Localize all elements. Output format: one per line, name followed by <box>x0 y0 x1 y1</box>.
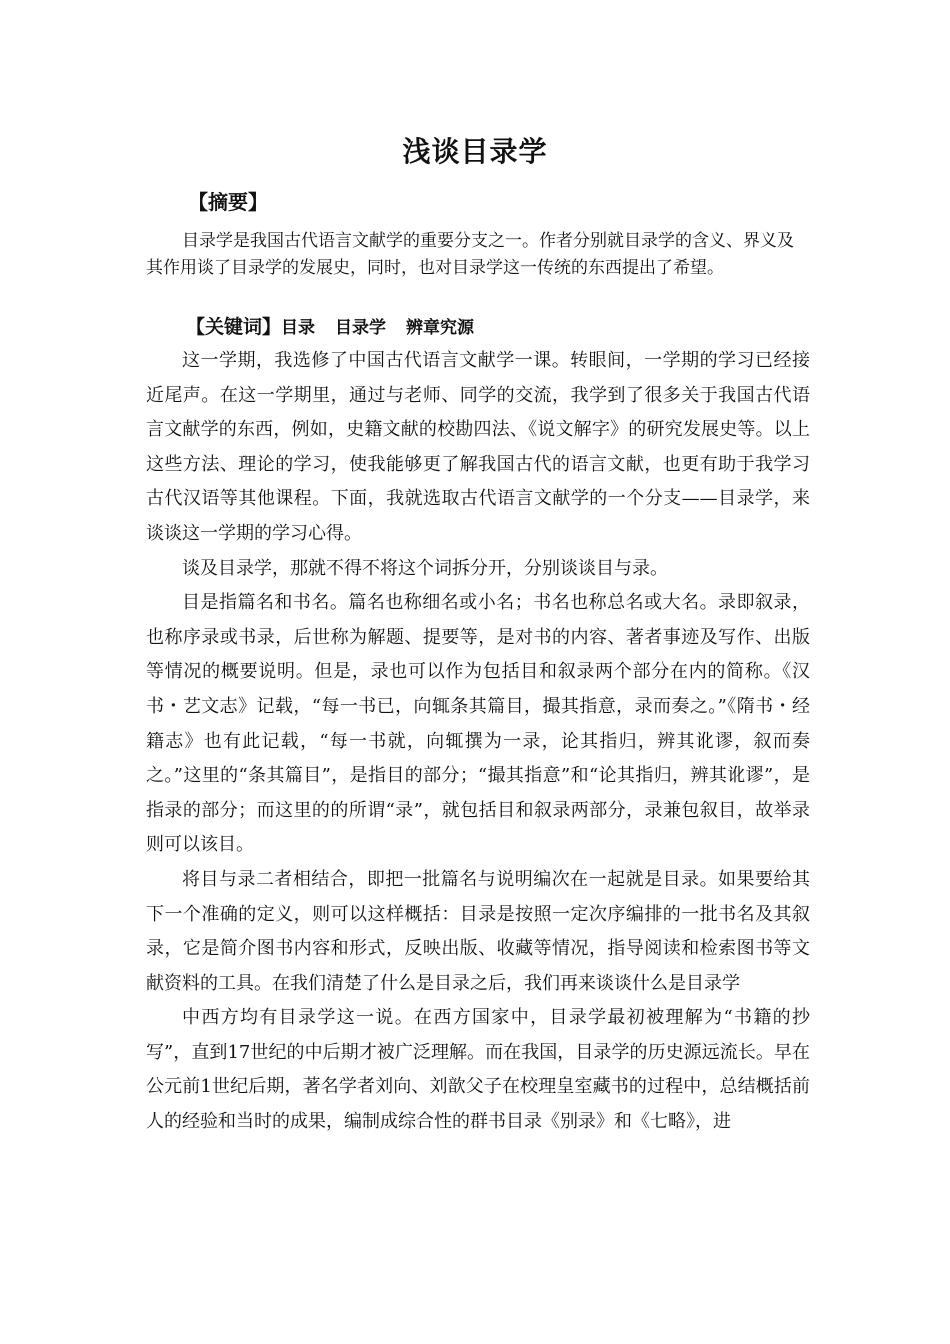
body-paragraph: 谈及目录学，那就不得不将这个词拆分开，分别谈谈目与录。 <box>182 557 668 579</box>
keyword-item: 目录学 <box>335 318 387 338</box>
keywords-line <box>186 311 494 344</box>
keywords-label: 【关键词】 <box>186 316 282 338</box>
body-paragraph: 这一学期，我选修了中国古代语言文献学一课。转眼间，一学期的学习已经接近尾声。在这一学期里，通过与老师、同学的交流，我学到了很多关于我国古代语言文献学的东西，例如，史籍文献的校勘四法、《说文解字》的研究发展史等。以上这些方法、理论的学习，使我能够更了解我国古代的语言文献，也更有助于我学习古代汉语等其他课程。下面，我就选取古代语言文献学的一个分支——目录学，来谈谈这一学期的学习心得。 <box>146 350 810 544</box>
abstract-text: 目录学是我国古代语言文献学的重要分支之一。作者分别就目录学的含义、界义及其作用谈了目录学的发展史，同时，也对目录学这一传统的东西提出了希望。 <box>146 231 794 278</box>
keyword-item: 目录 <box>281 318 316 338</box>
abstract-heading: 【摘要】 <box>188 190 268 214</box>
body-paragraph: 中西方均有目录学这一说。在西方国家中，目录学最初被理解为“书籍的抄写”，直到17世纪的中后期才被广泛理解。而在我国，目录学的历史源远流长。早在公元前1世纪后期，著名学者刘向、刘歆父子在校理皇室藏书的过程中，总结概括前人的经验和当时的成果，编制成综合性的群书目录《别录》和《七略》，进 <box>146 1007 810 1133</box>
document-body <box>146 344 810 1140</box>
body-paragraph: 将目与录二者相结合，即把一批篇名与说明编次在一起就是目录。如果要给其下一个准确的定义，则可以这样概括：目录是按照一定次序编排的一批书名及其叙录，它是简介图书内容和形式，反映出版、收藏等情况，指导阅读和检索图书等文献资料的工具。在我们清楚了什么是目录之后，我们再来谈谈什么是目录学 <box>146 868 810 994</box>
keyword-item: 辨章究源 <box>406 318 475 338</box>
document-title: 浅谈目录学 <box>402 135 548 168</box>
body-paragraph: 目是指篇名和书名。篇名也称细名或小名；书名也称总名或大名。录即叙录，也称序录或书录，后世称为解题、提要等，是对书的内容、著者事迹及写作、出版等情况的概要说明。但是，录也可以作为包括目和叙录两个部分在内的简称。《汉书・艺文志》记载，“每一书已，向辄条其篇目，撮其指意，录而奏之。”《隋书・经籍志》也有此记载，“每一书就，向辄撰为一录，论其指归，辨其讹谬，叙而奏之。”这里的“条其篇目”，是指目的部分；“撮其指意”和“论其指归，辨其讹谬”，是指录的部分；而这里的的所谓“录”，就包括目和叙录两部分，录兼包叙目，故举录则可以该目。 <box>146 592 810 856</box>
